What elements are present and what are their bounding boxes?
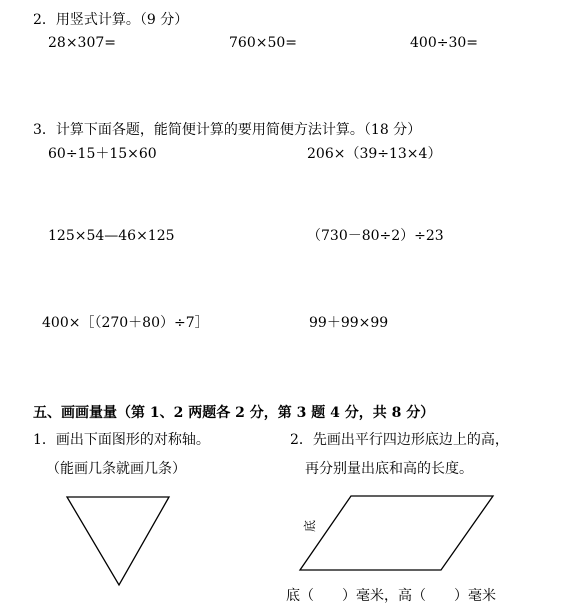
p2-line-1: 2．先画出平行四边形底边上的高， <box>290 432 509 448</box>
parallelogram <box>300 496 493 570</box>
q2-item-2: 760×50= <box>229 35 297 51</box>
heading-sep-3: 分，第 <box>244 405 297 421</box>
heading-num-3: 2 <box>235 405 245 421</box>
p1-line-1: 1．画出下面图形的对称轴。 <box>33 432 210 448</box>
base-label: 底 <box>303 519 318 533</box>
q3-item-2: 206×（39÷13×4） <box>307 146 442 162</box>
q3-item-4: （730－80÷2）÷23 <box>307 228 444 244</box>
heading-sep-2: 两题各 <box>183 405 236 421</box>
heading-prefix: 五、画画量量（第 <box>33 405 150 421</box>
heading-num-1: 1 <box>149 405 160 421</box>
heading-num-2: 2 <box>173 405 184 421</box>
heading-suffix: 分） <box>401 405 435 421</box>
heading-num-6: 8 <box>391 405 402 421</box>
heading-sep-4: 题 <box>306 405 331 421</box>
q3-title: 3．计算下面各题，能简便计算的要用简便方法计算。（18 分） <box>33 122 422 138</box>
q2-title: 2．用竖式计算。（9 分） <box>33 12 189 28</box>
heading-num-4: 3 <box>296 405 307 421</box>
heading-num-5: 4 <box>330 405 340 421</box>
p1-line-2: （能画几条就画几条） <box>46 461 186 477</box>
answer-line: 底（ ）毫米，高（ ）毫米 <box>286 588 496 604</box>
q3-item-5: 400×［（270＋80）÷7］ <box>42 315 209 331</box>
q3-item-6: 99＋99×99 <box>309 315 389 331</box>
heading-sep-1: 、 <box>159 405 174 421</box>
q2-item-3: 400÷30= <box>410 35 478 51</box>
inverted-triangle <box>67 497 169 585</box>
q3-item-3: 125×54—46×125 <box>48 228 175 244</box>
q3-item-1: 60÷15＋15×60 <box>48 146 157 162</box>
heading-sep-5: 分，共 <box>339 405 392 421</box>
q2-item-1: 28×307= <box>48 35 116 51</box>
p2-line-2: 再分别量出底和高的长度。 <box>305 461 473 477</box>
